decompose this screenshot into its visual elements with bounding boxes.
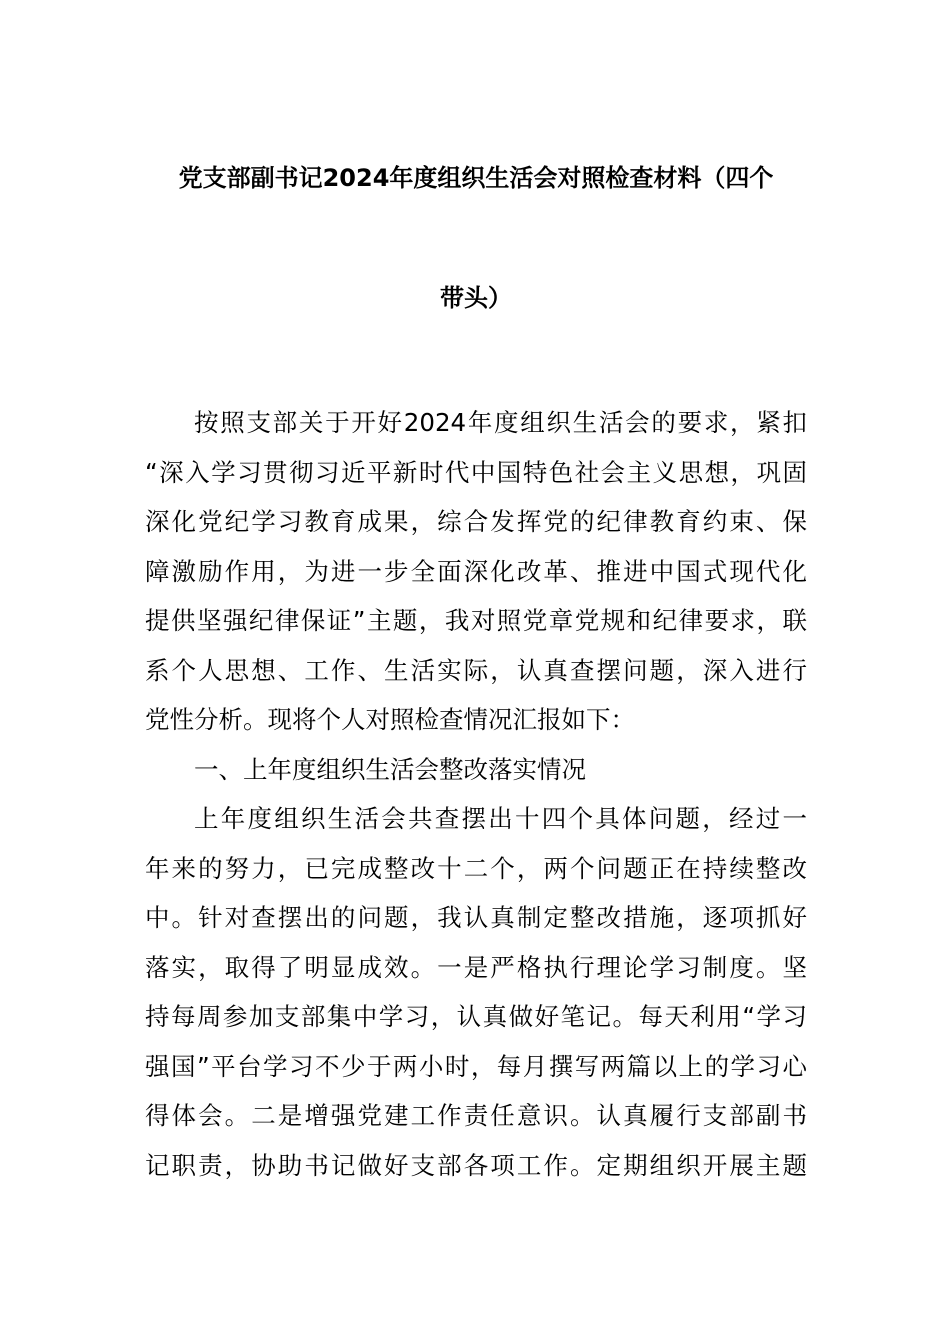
body-line: 持每周参加支部集中学习，认真做好笔记。每天利用“学习 [145,1002,807,1031]
body-line: 党性分析。现将个人对照检查情况汇报如下： [145,705,635,734]
body-line: 上年度组织生活会共查摆出十四个具体问题，经过一 [194,804,807,833]
body-line: 落实，取得了明显成效。一是严格执行理论学习制度。坚 [145,952,807,982]
body-line: 障激励作用，为进一步全面深化改革、推进中国式现代化 [145,556,807,586]
document-title-line-1: 党支部副书记2024年度组织生活会对照检查材料（四个 [178,164,774,192]
body-line: 按照支部关于开好2024年度组织生活会的要求，紧扣 [194,408,807,437]
body-line: 记职责，协助书记做好支部各项工作。定期组织开展主题 [145,1150,807,1180]
section-heading: 一、上年度组织生活会整改落实情况 [194,754,586,784]
body-line: “深入学习贯彻习近平新时代中国特色社会主义思想，巩固 [145,457,807,487]
body-line: 系个人思想、工作、生活实际，认真查摆问题，深入进行 [145,655,807,685]
body-line: 提供坚强纪律保证”主题，我对照党章党规和纪律要求，联 [145,606,807,635]
document-title-line-2: 带头） [440,284,512,312]
body-line: 深化党纪学习教育成果，综合发挥党的纪律教育约束、保 [145,507,807,536]
body-line: 强国”平台学习不少于两小时，每月撰写两篇以上的学习心 [145,1051,807,1081]
document-body [145,398,807,1190]
body-line: 中。针对查摆出的问题，我认真制定整改措施，逐项抓好 [145,903,807,932]
body-line: 年来的努力，已完成整改十二个，两个问题正在持续整改 [145,853,807,883]
body-line: 得体会。二是增强党建工作责任意识。认真履行支部副书 [145,1101,807,1130]
